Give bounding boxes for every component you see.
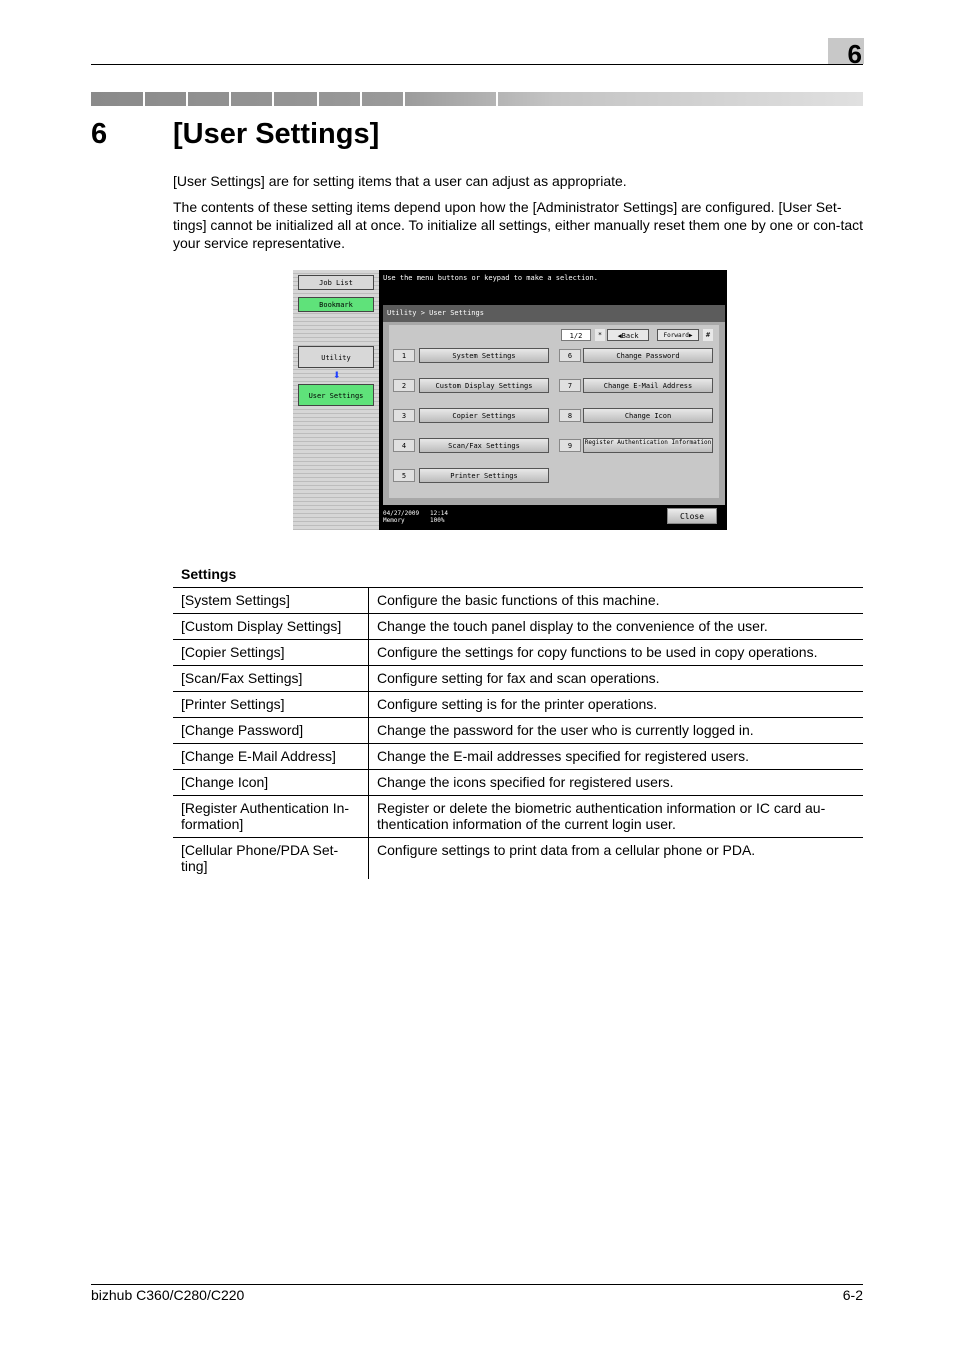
table-row	[173, 666, 863, 692]
page-indicator: 1/2	[561, 329, 591, 341]
printer-settings-button[interactable]: Printer Settings	[419, 468, 549, 483]
setting-name-cell: [Printer Settings]	[173, 692, 369, 718]
menu-number: 9	[559, 439, 581, 452]
forward-button[interactable]: Forward▶	[657, 329, 699, 341]
setting-description-cell: Register or delete the biometric authentication information or IC card au-thentication information of the current login user.	[369, 796, 864, 838]
table-row	[173, 588, 863, 614]
register-authentication-information-button[interactable]: Register Authentication Information	[583, 438, 713, 453]
setting-name-cell: [Cellular Phone/PDA Set-ting]	[173, 838, 369, 880]
control-panel-screenshot	[293, 270, 727, 530]
change-password-button[interactable]: Change Password	[583, 348, 713, 363]
arrow-right-icon: ▶	[688, 332, 693, 339]
setting-description-cell: Change the icons specified for registered users.	[369, 770, 864, 796]
table-row	[173, 614, 863, 640]
setting-description-cell: Change the password for the user who is currently logged in.	[369, 718, 864, 744]
setting-description-cell: Configure the settings for copy functions to be used in copy operations.	[369, 640, 864, 666]
setting-description-cell: Configure setting is for the printer operations.	[369, 692, 864, 718]
intro-paragraph-2: The contents of these setting items depend upon how the [Administrator Settings] are configured. [User Set-tings] cannot be initialized all at once. To initialize all settings, either manually reset them one by one or con-tact your service representative.	[173, 199, 864, 251]
setting-description-cell: Configure settings to print data from a cellular phone or PDA.	[369, 838, 864, 880]
menu-number: 7	[559, 379, 581, 392]
setting-description-cell: Configure setting for fax and scan operations.	[369, 666, 864, 692]
user-settings-button[interactable]: User Settings	[298, 384, 374, 406]
menu-number: 5	[393, 469, 415, 482]
custom-display-settings-button[interactable]: Custom Display Settings	[419, 378, 549, 393]
setting-name-cell: [Register Authentication In-formation]	[173, 796, 369, 838]
menu-area	[389, 325, 719, 498]
header-decor-bar	[91, 92, 863, 106]
setting-name-cell: [System Settings]	[173, 588, 369, 614]
setting-name-cell: [Scan/Fax Settings]	[173, 666, 369, 692]
star-key: *	[595, 329, 605, 341]
time-readout: 12:14	[429, 510, 449, 517]
memory-value: 100%	[429, 517, 445, 524]
footer-page-number: 6-2	[842, 1287, 863, 1303]
change-icon-button[interactable]: Change Icon	[583, 408, 713, 423]
settings-table-caption: Settings	[181, 566, 237, 582]
memory-label: Memory	[383, 517, 405, 524]
footer-rule	[91, 1284, 863, 1285]
instruction-message: Use the menu buttons or keypad to make a selection.	[383, 274, 598, 282]
table-row	[173, 718, 863, 744]
chapter-number: 6	[847, 39, 862, 69]
bookmark-button[interactable]: Bookmark	[298, 297, 374, 312]
table-row	[173, 692, 863, 718]
section-number: 6	[91, 118, 108, 150]
setting-name-cell: [Change Icon]	[173, 770, 369, 796]
table-row	[173, 770, 863, 796]
settings-table	[173, 587, 863, 879]
menu-number: 6	[559, 349, 581, 362]
scan-fax-settings-button[interactable]: Scan/Fax Settings	[419, 438, 549, 453]
copier-settings-button[interactable]: Copier Settings	[419, 408, 549, 423]
close-button[interactable]: Close	[667, 508, 717, 524]
setting-name-cell: [Change E-Mail Address]	[173, 744, 369, 770]
setting-name-cell: [Copier Settings]	[173, 640, 369, 666]
menu-number: 4	[393, 439, 415, 452]
date-readout: 04/27/2009	[383, 510, 420, 517]
setting-description-cell: Change the E-mail addresses specified for registered users.	[369, 744, 864, 770]
setting-name-cell: [Change Password]	[173, 718, 369, 744]
system-settings-button[interactable]: System Settings	[419, 348, 549, 363]
table-row	[173, 744, 863, 770]
menu-number: 1	[393, 349, 415, 362]
arrow-left-icon: ◀	[617, 332, 622, 340]
table-row	[173, 838, 863, 880]
menu-number: 8	[559, 409, 581, 422]
intro-paragraph-1: [User Settings] are for setting items that a user can adjust as appropriate.	[173, 173, 627, 189]
setting-description-cell: Change the touch panel display to the convenience of the user.	[369, 614, 864, 640]
header-rule	[91, 64, 863, 65]
footer-product: bizhub C360/C280/C220	[91, 1287, 245, 1303]
job-list-button[interactable]: Job List	[298, 275, 374, 290]
back-button[interactable]: ◀Back	[607, 329, 649, 341]
main-panel	[383, 305, 725, 505]
status-footer	[383, 510, 448, 524]
breadcrumb: Utility > User Settings	[383, 305, 725, 322]
table-row	[173, 640, 863, 666]
arrow-down-icon: ⬇	[333, 370, 341, 380]
menu-number: 2	[393, 379, 415, 392]
setting-description-cell: Configure the basic functions of this machine.	[369, 588, 864, 614]
page-title: [User Settings]	[173, 118, 380, 150]
setting-name-cell: [Custom Display Settings]	[173, 614, 369, 640]
utility-button[interactable]: Utility	[298, 346, 374, 368]
change-email-address-button[interactable]: Change E-Mail Address	[583, 378, 713, 393]
table-row	[173, 796, 863, 838]
menu-number: 3	[393, 409, 415, 422]
hash-key: #	[703, 329, 713, 341]
